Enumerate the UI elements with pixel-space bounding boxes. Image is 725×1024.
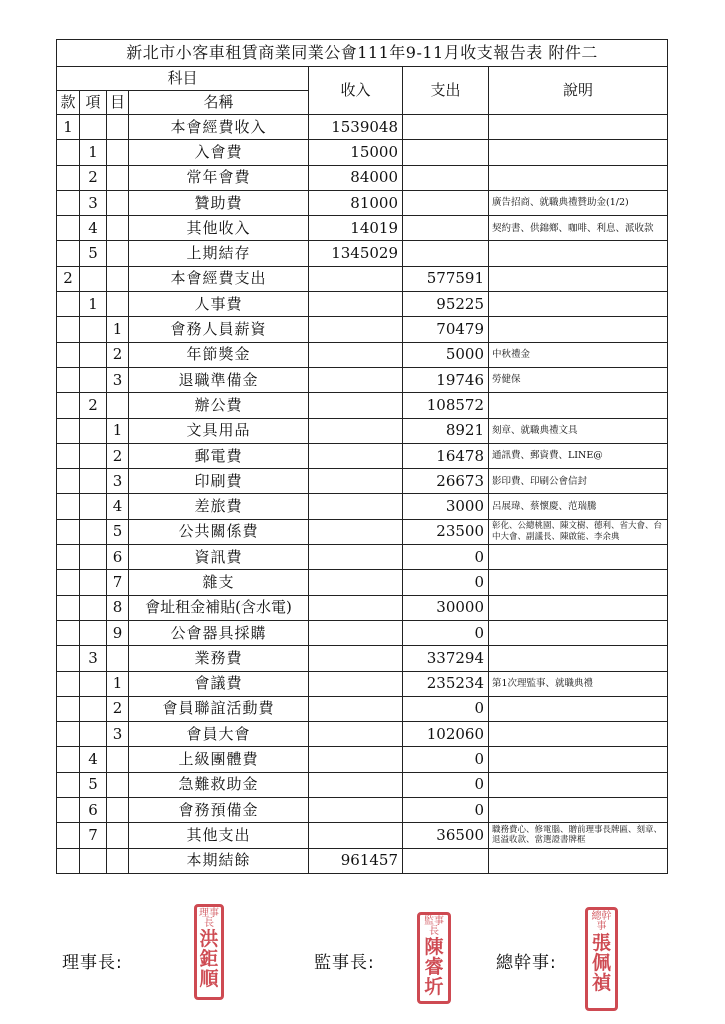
- income-cell: [309, 393, 403, 418]
- expense-cell: [403, 848, 489, 873]
- secretary-seal-title: 總幹事: [591, 911, 612, 932]
- note-cell: [489, 165, 668, 190]
- income-cell: [309, 620, 403, 645]
- note-cell: 職務費心、修電腦、贈前理事長牌匾、刻章、退溢收款、當選證書牌框: [489, 823, 668, 848]
- note-cell: [489, 140, 668, 165]
- item-name-cell: 贊助費: [129, 190, 309, 215]
- note-cell: [489, 393, 668, 418]
- xiang-cell: 3: [80, 646, 107, 671]
- table-row: [57, 266, 668, 291]
- item-name-cell: 上期結存: [129, 241, 309, 266]
- table-row: [57, 722, 668, 747]
- xiang-cell: 4: [80, 216, 107, 241]
- mu-cell: [107, 190, 129, 215]
- mu-cell: 4: [107, 494, 129, 519]
- expense-cell: 23500: [403, 519, 489, 544]
- income-cell: [309, 772, 403, 797]
- expense-cell: 337294: [403, 646, 489, 671]
- income-cell: [309, 671, 403, 696]
- mu-cell: 2: [107, 443, 129, 468]
- kuan-cell: [57, 216, 80, 241]
- note-cell: 中秋禮金: [489, 342, 668, 367]
- income-cell: [309, 595, 403, 620]
- income-cell: [309, 418, 403, 443]
- kuan-cell: [57, 671, 80, 696]
- item-name-cell: 本會經費收入: [129, 115, 309, 140]
- mu-cell: 7: [107, 570, 129, 595]
- expense-cell: 30000: [403, 595, 489, 620]
- income-cell: 84000: [309, 165, 403, 190]
- mu-cell: [107, 772, 129, 797]
- note-cell: [489, 696, 668, 721]
- note-cell: 刻章、就職典禮文具: [489, 418, 668, 443]
- note-cell: 第1次理監事、就職典禮: [489, 671, 668, 696]
- kuan-cell: [57, 190, 80, 215]
- note-cell: [489, 646, 668, 671]
- expense-cell: [403, 241, 489, 266]
- xiang-cell: [80, 519, 107, 544]
- xiang-cell: 5: [80, 772, 107, 797]
- supervisor-seal-title: 監事長: [424, 916, 444, 937]
- income-cell: [309, 545, 403, 570]
- chairman-seal-name: 洪鉅順: [199, 928, 219, 990]
- item-name-cell: 年節獎金: [129, 342, 309, 367]
- table-row: [57, 545, 668, 570]
- note-cell: 影印費、印刷公會信封: [489, 469, 668, 494]
- table-row: [57, 190, 668, 215]
- table-row: [57, 367, 668, 392]
- mu-cell: 1: [107, 671, 129, 696]
- table-row: [57, 443, 668, 468]
- xiang-cell: 5: [80, 241, 107, 266]
- xiang-cell: 2: [80, 165, 107, 190]
- xiang-cell: [80, 367, 107, 392]
- xiang-cell: 6: [80, 798, 107, 823]
- expense-header: 支出: [403, 67, 489, 115]
- expense-cell: 26673: [403, 469, 489, 494]
- income-cell: [309, 722, 403, 747]
- kuan-cell: 1: [57, 115, 80, 140]
- revenue-expense-report-table: [56, 39, 668, 874]
- item-name-cell: 入會費: [129, 140, 309, 165]
- expense-cell: [403, 115, 489, 140]
- kuan-cell: [57, 165, 80, 190]
- report-title: 新北市小客車租賃商業同業公會111年9-11月收支報告表 附件二: [57, 40, 668, 67]
- table-row: [57, 317, 668, 342]
- mu-cell: 9: [107, 620, 129, 645]
- subject-header: 科目: [57, 67, 309, 91]
- note-cell: [489, 722, 668, 747]
- expense-cell: 95225: [403, 292, 489, 317]
- mu-header: 目: [107, 91, 129, 115]
- income-cell: [309, 494, 403, 519]
- kuan-cell: [57, 519, 80, 544]
- item-name-cell: 會員聯誼活動費: [129, 696, 309, 721]
- expense-cell: 0: [403, 545, 489, 570]
- mu-cell: [107, 241, 129, 266]
- note-cell: 廣告招商、就職典禮贊助金(1/2): [489, 190, 668, 215]
- item-name-cell: 其他支出: [129, 823, 309, 848]
- item-name-cell: 上級團體費: [129, 747, 309, 772]
- income-cell: [309, 342, 403, 367]
- table-row: [57, 671, 668, 696]
- expense-cell: 0: [403, 620, 489, 645]
- table-row: [57, 823, 668, 848]
- expense-cell: 0: [403, 696, 489, 721]
- mu-cell: [107, 140, 129, 165]
- table-row: [57, 292, 668, 317]
- item-name-cell: 常年會費: [129, 165, 309, 190]
- note-cell: [489, 241, 668, 266]
- kuan-cell: [57, 722, 80, 747]
- mu-cell: 5: [107, 519, 129, 544]
- kuan-cell: [57, 241, 80, 266]
- expense-cell: [403, 190, 489, 215]
- xiang-cell: [80, 671, 107, 696]
- xiang-cell: [80, 317, 107, 342]
- kuan-cell: [57, 317, 80, 342]
- item-name-cell: 文具用品: [129, 418, 309, 443]
- xiang-cell: [80, 595, 107, 620]
- expense-cell: 70479: [403, 317, 489, 342]
- kuan-cell: [57, 620, 80, 645]
- table-row: [57, 747, 668, 772]
- mu-cell: [107, 165, 129, 190]
- xiang-cell: 4: [80, 747, 107, 772]
- item-name-cell: 印刷費: [129, 469, 309, 494]
- note-cell: [489, 570, 668, 595]
- note-cell: 彰化、公總桃園、陳文樹、德利、省大會、台中大會、副議長、陳啟能、李余典: [489, 519, 668, 544]
- item-name-cell: 本期結餘: [129, 848, 309, 873]
- item-name-cell: 急難救助金: [129, 772, 309, 797]
- kuan-cell: [57, 393, 80, 418]
- note-cell: 通訊費、郵資費、LINE@: [489, 443, 668, 468]
- item-name-cell: 雜支: [129, 570, 309, 595]
- mu-cell: 3: [107, 722, 129, 747]
- note-cell: [489, 266, 668, 291]
- xiang-cell: 7: [80, 823, 107, 848]
- mu-cell: 3: [107, 469, 129, 494]
- mu-cell: [107, 646, 129, 671]
- income-cell: [309, 266, 403, 291]
- income-cell: [309, 570, 403, 595]
- expense-cell: [403, 140, 489, 165]
- table-row: [57, 798, 668, 823]
- table-row: [57, 241, 668, 266]
- item-name-cell: 會務人員薪資: [129, 317, 309, 342]
- expense-cell: 577591: [403, 266, 489, 291]
- income-cell: [309, 469, 403, 494]
- note-cell: [489, 292, 668, 317]
- table-row: [57, 216, 668, 241]
- supervisor-label: 監事長:: [314, 953, 375, 973]
- secretary-label: 總幹事:: [496, 953, 557, 973]
- xiang-cell: [80, 115, 107, 140]
- item-name-cell: 公會器具採購: [129, 620, 309, 645]
- income-cell: [309, 443, 403, 468]
- mu-cell: [107, 266, 129, 291]
- xiang-cell: [80, 469, 107, 494]
- xiang-header: 項: [80, 91, 107, 115]
- table-row: [57, 115, 668, 140]
- income-cell: [309, 798, 403, 823]
- note-cell: [489, 595, 668, 620]
- item-name-cell: 會議費: [129, 671, 309, 696]
- xiang-cell: [80, 494, 107, 519]
- expense-cell: 0: [403, 570, 489, 595]
- expense-cell: 0: [403, 772, 489, 797]
- table-row: [57, 342, 668, 367]
- mu-cell: [107, 393, 129, 418]
- kuan-cell: [57, 570, 80, 595]
- income-cell: 1345029: [309, 241, 403, 266]
- xiang-cell: [80, 266, 107, 291]
- kuan-cell: [57, 140, 80, 165]
- income-cell: [309, 367, 403, 392]
- expense-cell: 19746: [403, 367, 489, 392]
- kuan-cell: 2: [57, 266, 80, 291]
- income-cell: [309, 519, 403, 544]
- kuan-cell: [57, 545, 80, 570]
- income-cell: [309, 317, 403, 342]
- income-cell: 961457: [309, 848, 403, 873]
- mu-cell: 3: [107, 367, 129, 392]
- expense-cell: [403, 165, 489, 190]
- note-cell: [489, 772, 668, 797]
- mu-cell: [107, 823, 129, 848]
- xiang-cell: 3: [80, 190, 107, 215]
- item-name-cell: 業務費: [129, 646, 309, 671]
- note-cell: [489, 747, 668, 772]
- kuan-cell: [57, 494, 80, 519]
- item-name-cell: 本會經費支出: [129, 266, 309, 291]
- income-cell: 15000: [309, 140, 403, 165]
- item-name-cell: 公共關係費: [129, 519, 309, 544]
- mu-cell: 1: [107, 418, 129, 443]
- income-cell: 14019: [309, 216, 403, 241]
- table-row: [57, 646, 668, 671]
- kuan-cell: [57, 595, 80, 620]
- table-row: [57, 140, 668, 165]
- table-row: [57, 848, 668, 873]
- xiang-cell: 1: [80, 140, 107, 165]
- kuan-cell: [57, 646, 80, 671]
- expense-cell: 36500: [403, 823, 489, 848]
- note-cell: 契約書、供錦鄉、咖啡、利息、派收款: [489, 216, 668, 241]
- income-cell: [309, 823, 403, 848]
- mu-cell: 8: [107, 595, 129, 620]
- kuan-cell: [57, 823, 80, 848]
- item-name-cell: 郵電費: [129, 443, 309, 468]
- income-cell: 1539048: [309, 115, 403, 140]
- item-name-cell: 人事費: [129, 292, 309, 317]
- income-cell: [309, 696, 403, 721]
- supervisor-seal-name: 陳睿圻: [424, 936, 444, 998]
- income-cell: [309, 747, 403, 772]
- xiang-cell: [80, 418, 107, 443]
- expense-cell: 0: [403, 747, 489, 772]
- note-cell: [489, 620, 668, 645]
- note-cell: 呂展瑋、蔡懷慶、范瑞騰: [489, 494, 668, 519]
- note-cell: 勞健保: [489, 367, 668, 392]
- xiang-cell: [80, 620, 107, 645]
- mu-cell: [107, 747, 129, 772]
- table-row: [57, 595, 668, 620]
- expense-cell: 0: [403, 798, 489, 823]
- kuan-cell: [57, 798, 80, 823]
- mu-cell: 1: [107, 317, 129, 342]
- mu-cell: 2: [107, 696, 129, 721]
- table-row: [57, 519, 668, 544]
- table-row: [57, 696, 668, 721]
- kuan-cell: [57, 469, 80, 494]
- table-row: [57, 570, 668, 595]
- kuan-cell: [57, 747, 80, 772]
- item-name-cell: 資訊費: [129, 545, 309, 570]
- item-name-cell: 會址租金補貼(含水電): [129, 595, 309, 620]
- xiang-cell: [80, 342, 107, 367]
- mu-cell: [107, 292, 129, 317]
- mu-cell: 2: [107, 342, 129, 367]
- kuan-cell: [57, 367, 80, 392]
- chairman-label: 理事長:: [62, 953, 123, 973]
- kuan-cell: [57, 342, 80, 367]
- xiang-cell: [80, 570, 107, 595]
- kuan-cell: [57, 696, 80, 721]
- xiang-cell: 1: [80, 292, 107, 317]
- item-name-cell: 差旅費: [129, 494, 309, 519]
- note-cell: [489, 115, 668, 140]
- expense-cell: 16478: [403, 443, 489, 468]
- income-cell: [309, 292, 403, 317]
- item-name-cell: 辦公費: [129, 393, 309, 418]
- table-row: [57, 469, 668, 494]
- note-header: 說明: [489, 67, 668, 115]
- name-header: 名稱: [129, 91, 309, 115]
- expense-cell: 5000: [403, 342, 489, 367]
- kuan-cell: [57, 772, 80, 797]
- income-cell: [309, 646, 403, 671]
- item-name-cell: 其他收入: [129, 216, 309, 241]
- item-name-cell: 會務預備金: [129, 798, 309, 823]
- note-cell: [489, 317, 668, 342]
- expense-cell: 108572: [403, 393, 489, 418]
- income-header: 收入: [309, 67, 403, 115]
- table-row: [57, 418, 668, 443]
- expense-cell: [403, 216, 489, 241]
- expense-cell: 3000: [403, 494, 489, 519]
- mu-cell: [107, 115, 129, 140]
- expense-cell: 102060: [403, 722, 489, 747]
- table-row: [57, 620, 668, 645]
- kuan-cell: [57, 848, 80, 873]
- xiang-cell: [80, 722, 107, 747]
- table-row: [57, 772, 668, 797]
- expense-cell: 235234: [403, 671, 489, 696]
- mu-cell: [107, 848, 129, 873]
- item-name-cell: 退職準備金: [129, 367, 309, 392]
- xiang-cell: [80, 443, 107, 468]
- xiang-cell: 2: [80, 393, 107, 418]
- table-row: [57, 494, 668, 519]
- secretary-seal-name: 張佩禎: [592, 932, 612, 994]
- kuan-cell: [57, 443, 80, 468]
- mu-cell: 6: [107, 545, 129, 570]
- secretary-seal: [585, 907, 618, 1011]
- kuan-header: 款: [57, 91, 80, 115]
- kuan-cell: [57, 418, 80, 443]
- table-row: [57, 393, 668, 418]
- mu-cell: [107, 798, 129, 823]
- expense-cell: 8921: [403, 418, 489, 443]
- income-cell: 81000: [309, 190, 403, 215]
- table-row: [57, 165, 668, 190]
- supervisor-seal: [417, 912, 451, 1004]
- xiang-cell: [80, 696, 107, 721]
- xiang-cell: [80, 848, 107, 873]
- xiang-cell: [80, 545, 107, 570]
- note-cell: [489, 848, 668, 873]
- kuan-cell: [57, 292, 80, 317]
- item-name-cell: 會員大會: [129, 722, 309, 747]
- mu-cell: [107, 216, 129, 241]
- note-cell: [489, 798, 668, 823]
- note-cell: [489, 545, 668, 570]
- chairman-seal-title: 理事長: [199, 908, 219, 929]
- chairman-seal: [194, 904, 224, 1000]
